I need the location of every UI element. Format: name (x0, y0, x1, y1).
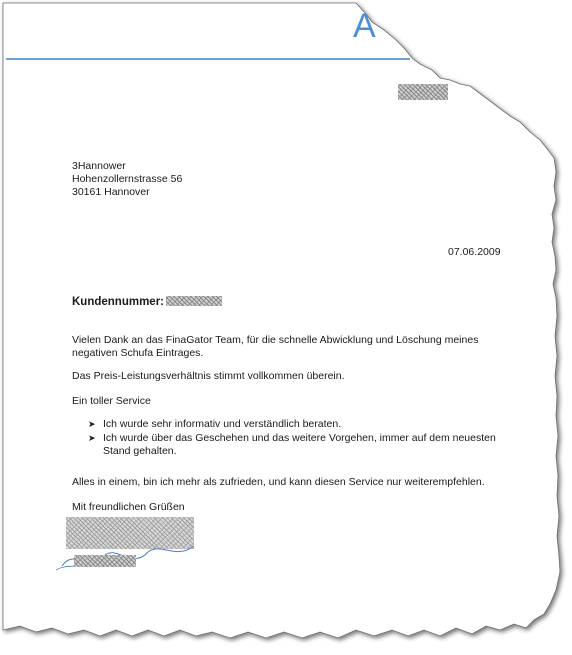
arrow-bullet-icon: ➤ (88, 433, 96, 443)
redacted-customer-number (166, 296, 222, 306)
arrow-bullet-icon: ➤ (88, 419, 96, 429)
address-line-name: 3Hannower (72, 160, 126, 172)
paragraph-price-performance: Das Preis-Leistungsverhältnis stimmt vollkommen überein. (72, 370, 345, 382)
bullet-text: Ich wurde sehr informativ und verständlich beraten. (103, 418, 342, 430)
paragraph-recommendation: Alles in einem, bin ich mehr als zufrieden, und kann diesen Service nur weiterempfehlen. (72, 476, 485, 488)
service-bullet-list (88, 418, 508, 459)
bullet-text: Ich wurde über das Geschehen und das weitere Vorgehen, immer auf dem neuesten Stand gehalten. (103, 432, 496, 457)
address-line-street: Hohenzollernstrasse 56 (72, 173, 183, 185)
customer-number-label: Kundennummer: (72, 296, 164, 308)
closing-greeting: Mit freundlichen Grüßen (72, 501, 185, 513)
paragraph-thanks: Vielen Dank an das FinaGator Team, für die schnelle Abwicklung und Löschung meines negativen Schufa Eintrages. (72, 334, 479, 359)
letter-date: 07.06.2009 (448, 246, 501, 258)
redacted-header-info (398, 84, 448, 100)
list-item (88, 432, 508, 458)
list-item (88, 418, 508, 431)
redacted-signature-name (74, 555, 136, 567)
logo-fragment: A (353, 7, 376, 45)
address-line-city: 30161 Hannover (72, 186, 150, 198)
paragraph-service: Ein toller Service (72, 395, 151, 407)
